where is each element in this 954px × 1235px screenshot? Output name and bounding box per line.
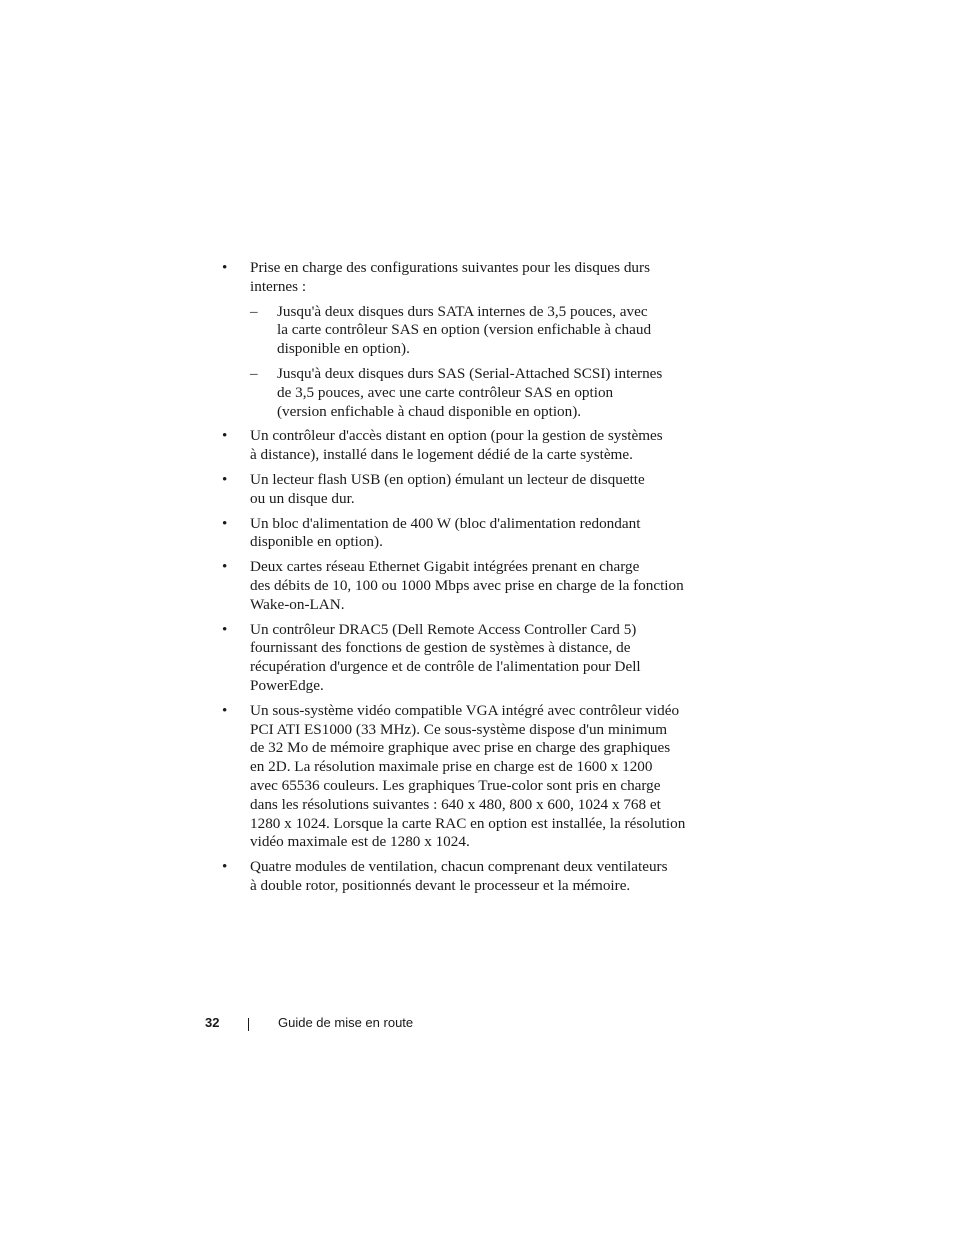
bullet-icon: • xyxy=(222,558,228,576)
bullet-icon: • xyxy=(222,620,228,638)
text-line: Un bloc d'alimentation de 400 W (bloc d'alimentation redondant xyxy=(250,514,641,532)
list-item-drac5 xyxy=(222,621,722,696)
text-line: en 2D. La résolution maximale prise en charge est de 1600 x 1200 xyxy=(250,758,653,776)
bullet-icon: • xyxy=(222,858,228,876)
text-line: Un lecteur flash USB (en option) émulant un lecteur de disquette xyxy=(250,470,645,488)
list-item-fan-modules xyxy=(222,858,722,896)
text-line: Un contrôleur d'accès distant en option (pour la gestion de systèmes xyxy=(250,427,663,445)
bullet-icon: • xyxy=(222,259,228,276)
list-item-usb-flash xyxy=(222,471,722,509)
text-line: ou un disque dur. xyxy=(250,489,355,507)
text-line: Deux cartes réseau Ethernet Gigabit intégrées prenant en charge xyxy=(250,558,640,576)
text-line: internes : xyxy=(250,277,307,295)
text-line: de 3,5 pouces, avec une carte contrôleur SAS en option xyxy=(277,383,614,401)
text-line: Wake-on-LAN. xyxy=(250,595,345,613)
bullet-icon: • xyxy=(222,701,228,719)
document-title: Guide de mise en route xyxy=(278,1015,414,1030)
text-line: Un contrôleur DRAC5 (Dell Remote Access Controller Card 5) xyxy=(250,620,637,638)
text-line: 1280 x 1024. Lorsque la carte RAC en option est installée, la résolution xyxy=(250,814,686,832)
sub-list-item-sas xyxy=(250,365,722,421)
bullet-icon: • xyxy=(222,470,228,488)
text-line: à double rotor, positionnés devant le processeur et la mémoire. xyxy=(250,876,631,894)
text-line: disponible en option). xyxy=(250,533,383,551)
text-line: disponible en option). xyxy=(277,340,410,358)
text-line: PowerEdge. xyxy=(250,676,324,694)
list-item-network-cards xyxy=(222,558,722,614)
text-line: récupération d'urgence et de contrôle de l'alimentation pour Dell xyxy=(250,658,641,676)
bullet-list xyxy=(222,259,722,902)
text-line: (version enfichable à chaud disponible en option). xyxy=(277,402,582,420)
text-line: Un sous-système vidéo compatible VGA intégré avec contrôleur vidéo xyxy=(250,701,680,719)
page-number: 32 xyxy=(205,1015,220,1030)
bullet-icon: • xyxy=(222,514,228,532)
dash-icon: – xyxy=(250,302,258,320)
text-line: de 32 Mo de mémoire graphique avec prise en charge des graphiques xyxy=(250,739,671,757)
list-item-drive-configurations xyxy=(222,259,722,421)
text-line: dans les résolutions suivantes : 640 x 480, 800 x 600, 1024 x 768 et xyxy=(250,795,661,813)
list-item-power-supply xyxy=(222,515,722,553)
dash-icon: – xyxy=(250,364,258,382)
text-line: Prise en charge des configurations suivantes pour les disques durs xyxy=(250,259,650,276)
text-line: à distance), installé dans le logement dédié de la carte système. xyxy=(250,446,633,464)
text-line: des débits de 10, 100 ou 1000 Mbps avec prise en charge de la fonction xyxy=(250,576,684,594)
text-line: Jusqu'à deux disques durs SAS (Serial-Attached SCSI) internes xyxy=(277,364,663,382)
list-item-remote-access-controller xyxy=(222,427,722,465)
list-item-video-subsystem xyxy=(222,702,722,852)
text-line: Quatre modules de ventilation, chacun comprenant deux ventilateurs xyxy=(250,858,668,876)
sub-list-item-sata xyxy=(250,303,722,359)
bullet-icon: • xyxy=(222,427,228,445)
text-line: la carte contrôleur SAS en option (version enfichable à chaud xyxy=(277,321,652,339)
text-line: avec 65536 couleurs. Les graphiques True-color sont pris en charge xyxy=(250,776,661,794)
text-line: PCI ATI ES1000 (33 MHz). Ce sous-système dispose d'un minimum xyxy=(250,720,668,738)
footer-divider xyxy=(248,1018,249,1031)
text-line: fournissant des fonctions de gestion de systèmes à distance, de xyxy=(250,639,631,657)
text-line: Jusqu'à deux disques durs SATA internes de 3,5 pouces, avec xyxy=(277,302,648,320)
text-line: vidéo maximale est de 1280 x 1024. xyxy=(250,833,470,851)
